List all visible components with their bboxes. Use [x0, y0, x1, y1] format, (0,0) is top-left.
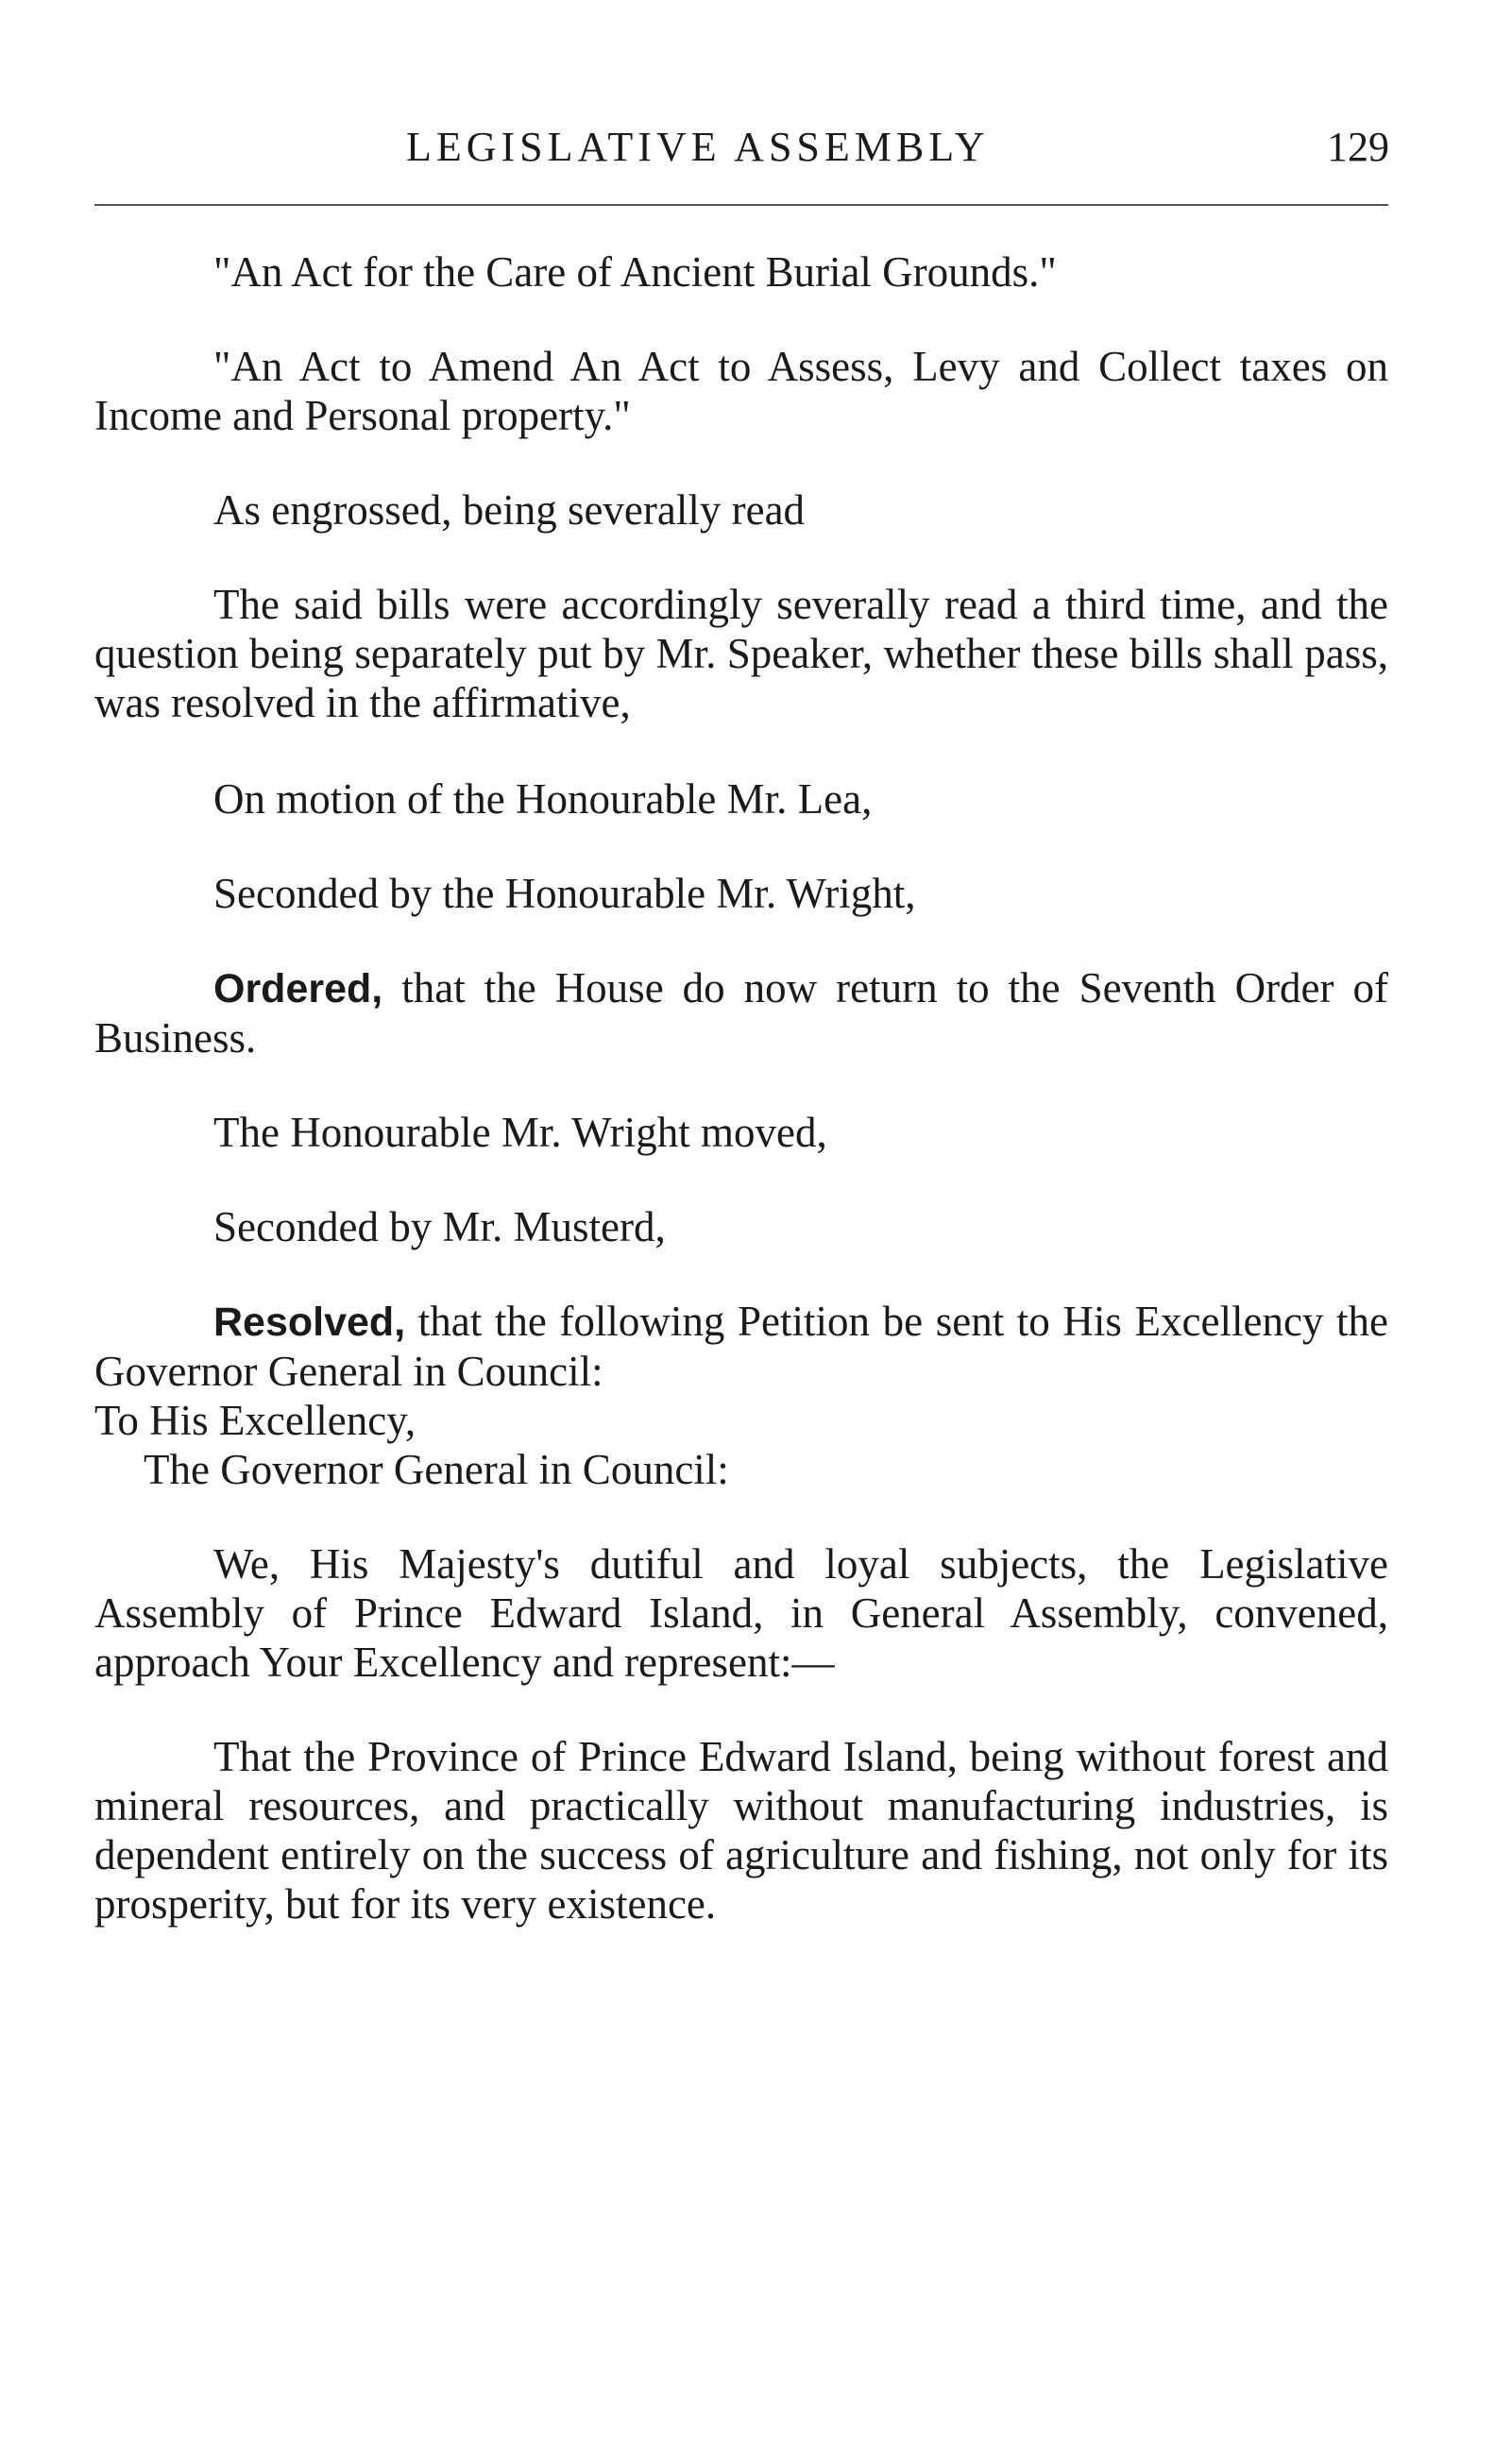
second-motion-seconder-line: Seconded by Mr. Musterd, [213, 1203, 666, 1250]
ordered-paragraph [94, 963, 1388, 1062]
second-motion-mover-line: The Honourable Mr. Wright moved, [213, 1109, 827, 1156]
resolved-lead: Resolved, [213, 1300, 406, 1345]
page-number: 129 [1327, 124, 1389, 170]
body-text [94, 247, 1388, 1929]
page-header [0, 123, 1512, 189]
address-salutation: To His Excellency, [94, 1397, 416, 1444]
act-title-burial-grounds: "An Act for the Care of Ancient Burial Grounds." [213, 248, 1057, 296]
address-recipient: The Governor General in Council: [144, 1446, 729, 1493]
running-title: LEGISLATIVE ASSEMBLY [406, 124, 990, 170]
motion-mover-line: On motion of the Honourable Mr. Lea, [213, 775, 873, 823]
petition-intro-paragraph: We, His Majesty's dutiful and loyal subjects, the Legislative Assembly of Prince Edward Island, in General Assembly, convened, approach Your Excellency and represent:— [94, 1540, 1388, 1686]
header-rule [94, 204, 1388, 206]
resolved-text: that the following Petition be sent to His Excellency the Governor General in Council: [94, 1298, 1388, 1395]
petition-paragraph: That the Province of Prince Edward Island, being without forest and mineral resources, and practically without manufacturing industries, is dependent entirely on the success of agriculture and fishing, not only for its prosperity, but for its very existence. [94, 1733, 1388, 1928]
ordered-lead: Ordered, [213, 966, 383, 1011]
act-title-income-tax: "An Act to Amend An Act to Assess, Levy and Collect taxes on Income and Personal property." [94, 343, 1388, 439]
motion-seconder-line: Seconded by the Honourable Mr. Wright, [213, 870, 916, 917]
engrossed-line: As engrossed, being severally read [213, 486, 806, 534]
resolved-paragraph [94, 1297, 1388, 1396]
ordered-text: that the House do now return to the Seventh Order of Business. [94, 964, 1388, 1062]
third-reading-paragraph: The said bills were accordingly severally read a third time, and the question being separately put by Mr. Speaker, whether these bills shall pass, was resolved in the affirmative, [94, 581, 1388, 726]
